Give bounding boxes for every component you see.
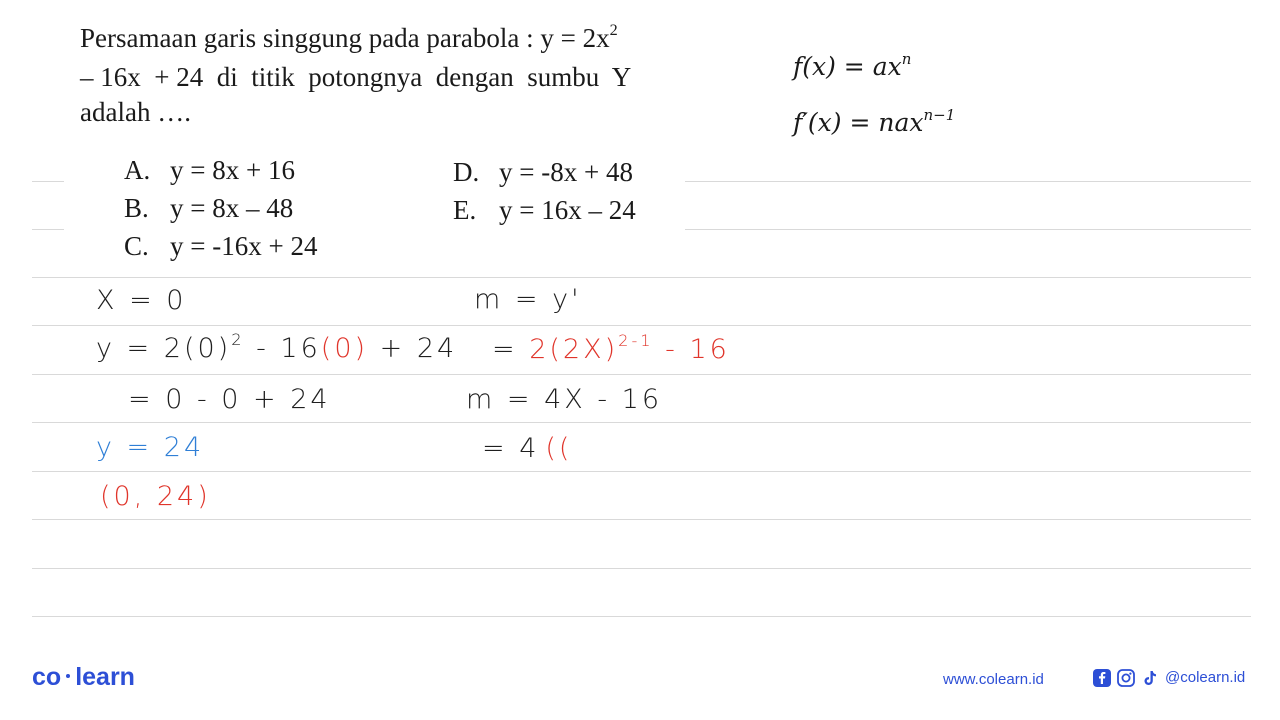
work-slope-def: m = y' bbox=[474, 284, 582, 315]
power-rule-derivative-exponent: n−1 bbox=[923, 105, 956, 124]
logo-learn: learn bbox=[75, 663, 135, 691]
question-exponent: 2 bbox=[609, 20, 618, 39]
tiktok-icon[interactable] bbox=[1141, 669, 1159, 687]
work-substitution-square: 2 bbox=[231, 329, 245, 349]
colearn-logo bbox=[32, 663, 135, 692]
work-derivative-constant: - 16 bbox=[653, 334, 730, 365]
work-derivative-equals: = bbox=[492, 334, 530, 365]
question-line-1-text: Persamaan garis singgung pada parabola : y = 2x bbox=[80, 23, 610, 53]
work-point: (0, 24) bbox=[100, 481, 211, 512]
work-derivative bbox=[492, 330, 730, 365]
work-substitution-part4: + 24 bbox=[368, 333, 458, 364]
power-rule-derivative-text: f′(x) = nax bbox=[793, 108, 924, 137]
work-slope-eval-partial: (( bbox=[545, 433, 573, 464]
option-e bbox=[453, 195, 636, 226]
power-rule-derivative bbox=[793, 105, 956, 137]
instagram-icon[interactable] bbox=[1117, 669, 1135, 687]
question-line-3: adalah …. bbox=[80, 97, 191, 127]
option-a-text: y = 8x + 16 bbox=[170, 155, 295, 185]
work-slope-eval-start: = 4 bbox=[482, 433, 540, 464]
option-e-letter: E. bbox=[453, 195, 477, 225]
logo-co: co bbox=[32, 663, 62, 691]
website-link[interactable]: www.colearn.id bbox=[943, 671, 1044, 688]
option-b-letter: B. bbox=[124, 193, 149, 223]
work-simplify: = 0 - 0 + 24 bbox=[128, 384, 331, 415]
work-derivative-exponent: 2-1 bbox=[618, 330, 654, 350]
work-slope-eval bbox=[482, 433, 572, 464]
option-a bbox=[124, 155, 295, 186]
work-slope-result: m = 4X - 16 bbox=[466, 384, 663, 415]
option-d-letter: D. bbox=[453, 157, 480, 187]
work-substitution-part1: y = 2(0) bbox=[96, 333, 232, 364]
option-e-text: y = 16x – 24 bbox=[499, 195, 636, 225]
option-c bbox=[124, 231, 317, 262]
option-d bbox=[453, 157, 633, 188]
social-handle[interactable]: @colearn.id bbox=[1165, 669, 1246, 686]
option-b bbox=[124, 193, 293, 224]
power-rule-function-exponent: n bbox=[901, 49, 912, 68]
work-derivative-term: 2(2X) bbox=[529, 334, 619, 365]
work-y-result: y = 24 bbox=[96, 432, 205, 463]
power-rule-function-text: f(x) = ax bbox=[793, 52, 902, 81]
work-substitution-part2: - 16 bbox=[244, 333, 321, 364]
option-b-text: y = 8x – 48 bbox=[170, 193, 294, 223]
option-a-letter: A. bbox=[124, 155, 151, 185]
option-c-letter: C. bbox=[124, 231, 149, 261]
power-rule-function bbox=[793, 49, 912, 81]
social-links bbox=[1093, 669, 1245, 687]
facebook-icon[interactable] bbox=[1093, 669, 1111, 687]
option-c-text: y = -16x + 24 bbox=[170, 231, 318, 261]
option-d-text: y = -8x + 48 bbox=[499, 157, 633, 187]
question-line-1 bbox=[80, 22, 618, 54]
question-line-2: – 16x + 24 di titik potongnya dengan sumbu Y bbox=[80, 62, 632, 92]
work-substitution-part3: (0) bbox=[320, 333, 369, 364]
work-x-equals-zero: X = 0 bbox=[96, 285, 187, 316]
work-substitution bbox=[96, 329, 458, 364]
logo-dot bbox=[66, 674, 70, 678]
